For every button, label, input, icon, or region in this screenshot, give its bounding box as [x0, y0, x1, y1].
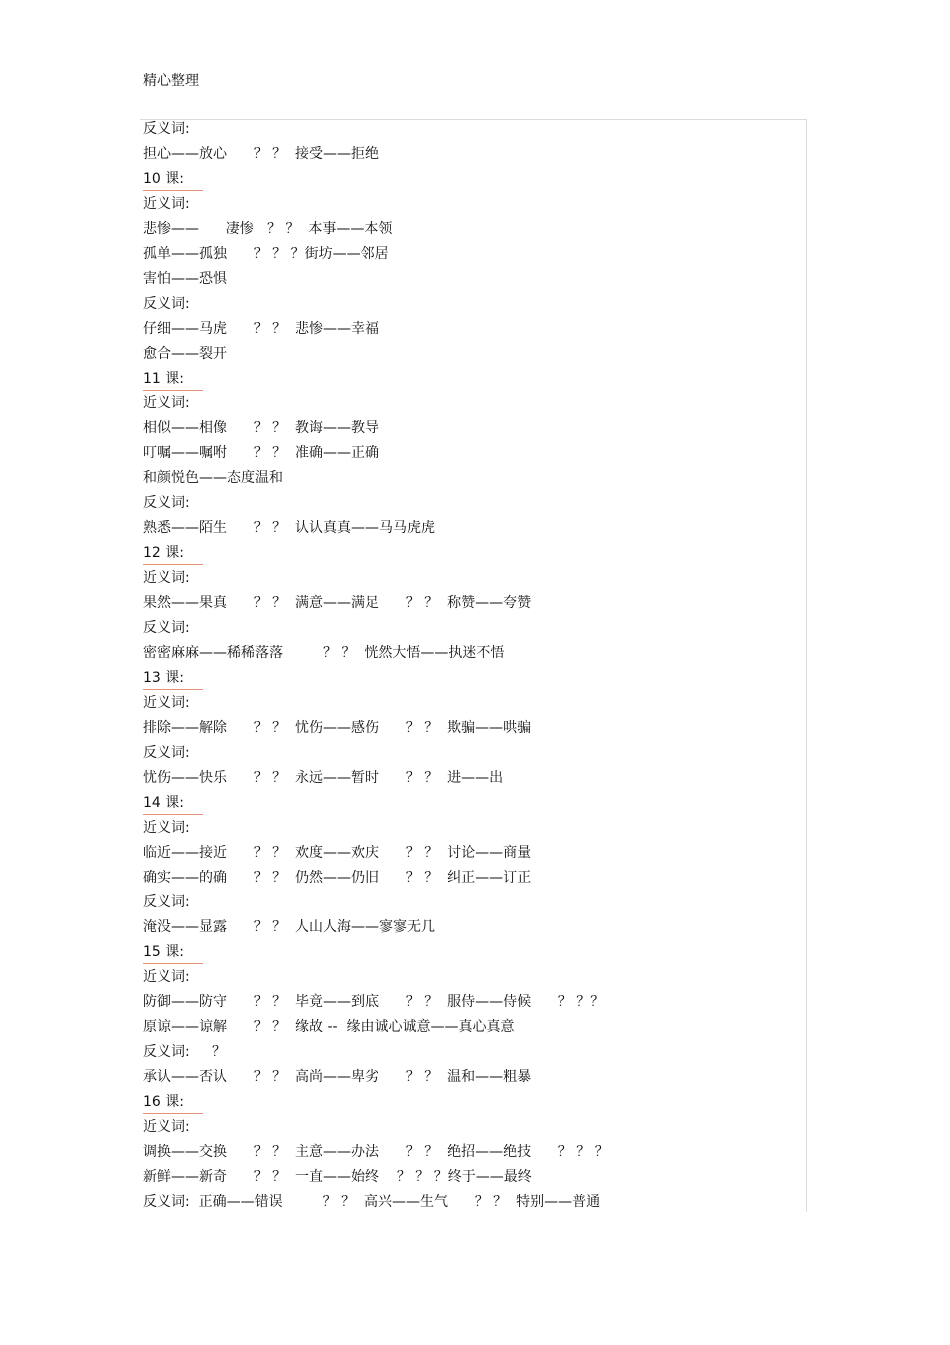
- text-line: 和颜悦色——态度温和: [143, 470, 283, 486]
- text-line: 反义词:: [143, 745, 190, 761]
- text-line: 反义词: ？: [143, 1044, 226, 1060]
- text-line: 果然——果真 ？ ？ 满意——满足 ？ ？ 称赞——夸赞: [143, 595, 532, 611]
- lesson-title: 11 课:: [143, 371, 184, 387]
- text-line: 担心——放心 ？ ？ 接受——拒绝: [143, 146, 380, 162]
- text-line: 新鲜——新奇 ？ ？ 一直——始终 ？ ？ ？终于——最终: [143, 1169, 532, 1185]
- text-line: 害怕——恐惧: [143, 271, 227, 287]
- lesson-heading: [143, 544, 184, 562]
- text-line: 调换——交换 ？ ？ 主意——办法 ？ ？ 绝招——绝技 ？ ？ ？: [143, 1144, 609, 1160]
- text-line: 反义词: 正确——错误 ？ ？ 高兴——生气 ？ ？ 特别——普通: [143, 1194, 601, 1210]
- text-line: 近义词:: [143, 969, 190, 985]
- text-line: 近义词:: [143, 820, 190, 836]
- text-line: 愈合——裂开: [143, 346, 227, 362]
- lesson-underline: [143, 689, 203, 690]
- lesson-title: 16 课:: [143, 1094, 184, 1110]
- lesson-title: 13 课:: [143, 670, 184, 686]
- lesson-title: 10 课:: [143, 171, 184, 187]
- text-line: 近义词:: [143, 1119, 190, 1135]
- text-line: 反义词:: [143, 495, 190, 511]
- lesson-heading: [143, 669, 184, 687]
- text-line: 反义词:: [143, 121, 190, 137]
- text-line: 相似——相像 ？ ？ 教诲——教导: [143, 420, 380, 436]
- text-line: 密密麻麻——稀稀落落 ？ ？ 恍然大悟——执迷不悟: [143, 645, 505, 661]
- text-line: 排除——解除 ？ ？ 忧伤——感伤 ？ ？ 欺骗——哄骗: [143, 720, 532, 736]
- text-line: 承认——否认 ？ ？ 高尚——卑劣 ？ ？ 温和——粗暴: [143, 1069, 532, 1085]
- text-line: 反义词:: [143, 620, 190, 636]
- lesson-underline: [143, 390, 203, 391]
- text-line: 近义词:: [143, 395, 190, 411]
- lesson-underline: [143, 190, 203, 191]
- lesson-underline: [143, 1113, 203, 1114]
- lesson-heading: [143, 370, 184, 388]
- lesson-title: 15 课:: [143, 944, 184, 960]
- content-frame: [140, 119, 807, 1212]
- text-line: 仔细——马虎 ？ ？ 悲惨——幸福: [143, 321, 380, 337]
- text-line: 近义词:: [143, 695, 190, 711]
- text-line: 原谅——谅解 ？ ？ 缘故 -- 缘由诚心诚意——真心真意: [143, 1019, 515, 1035]
- lesson-title: 12 课:: [143, 545, 184, 561]
- lesson-underline: [143, 564, 203, 565]
- page-header: 精心整理: [143, 73, 199, 89]
- lesson-underline: [143, 814, 203, 815]
- lesson-heading: [143, 170, 184, 188]
- lesson-heading: [143, 943, 184, 961]
- text-line: 反义词:: [143, 296, 190, 312]
- text-line: 防御——防守 ？ ？ 毕竟——到底 ？ ？ 服侍——侍候 ？ ？？: [143, 994, 605, 1010]
- lesson-underline: [143, 963, 203, 964]
- text-line: 近义词:: [143, 570, 190, 586]
- text-line: 孤单——孤独 ？ ？ ？街坊——邻居: [143, 246, 389, 262]
- text-line: 叮嘱——嘱咐 ？ ？ 准确——正确: [143, 445, 380, 461]
- text-line: 临近——接近 ？ ？ 欢度——欢庆 ？ ？ 讨论——商量: [143, 845, 532, 861]
- text-line: 忧伤——快乐 ？ ？ 永远——暂时 ？ ？ 进——出: [143, 770, 504, 786]
- lesson-title: 14 课:: [143, 795, 184, 811]
- lesson-heading: [143, 794, 184, 812]
- text-line: 悲惨—— 凄惨 ？ ？ 本事——本领: [143, 221, 393, 237]
- text-line: 熟悉——陌生 ？ ？ 认认真真——马马虎虎: [143, 520, 436, 536]
- lesson-heading: [143, 1093, 184, 1111]
- text-line: 反义词:: [143, 894, 190, 910]
- text-line: 近义词:: [143, 196, 190, 212]
- text-line: 淹没——显露 ？ ？ 人山人海——寥寥无几: [143, 919, 436, 935]
- text-line: 确实——的确 ？ ？ 仍然——仍旧 ？ ？ 纠正——订正: [143, 870, 532, 886]
